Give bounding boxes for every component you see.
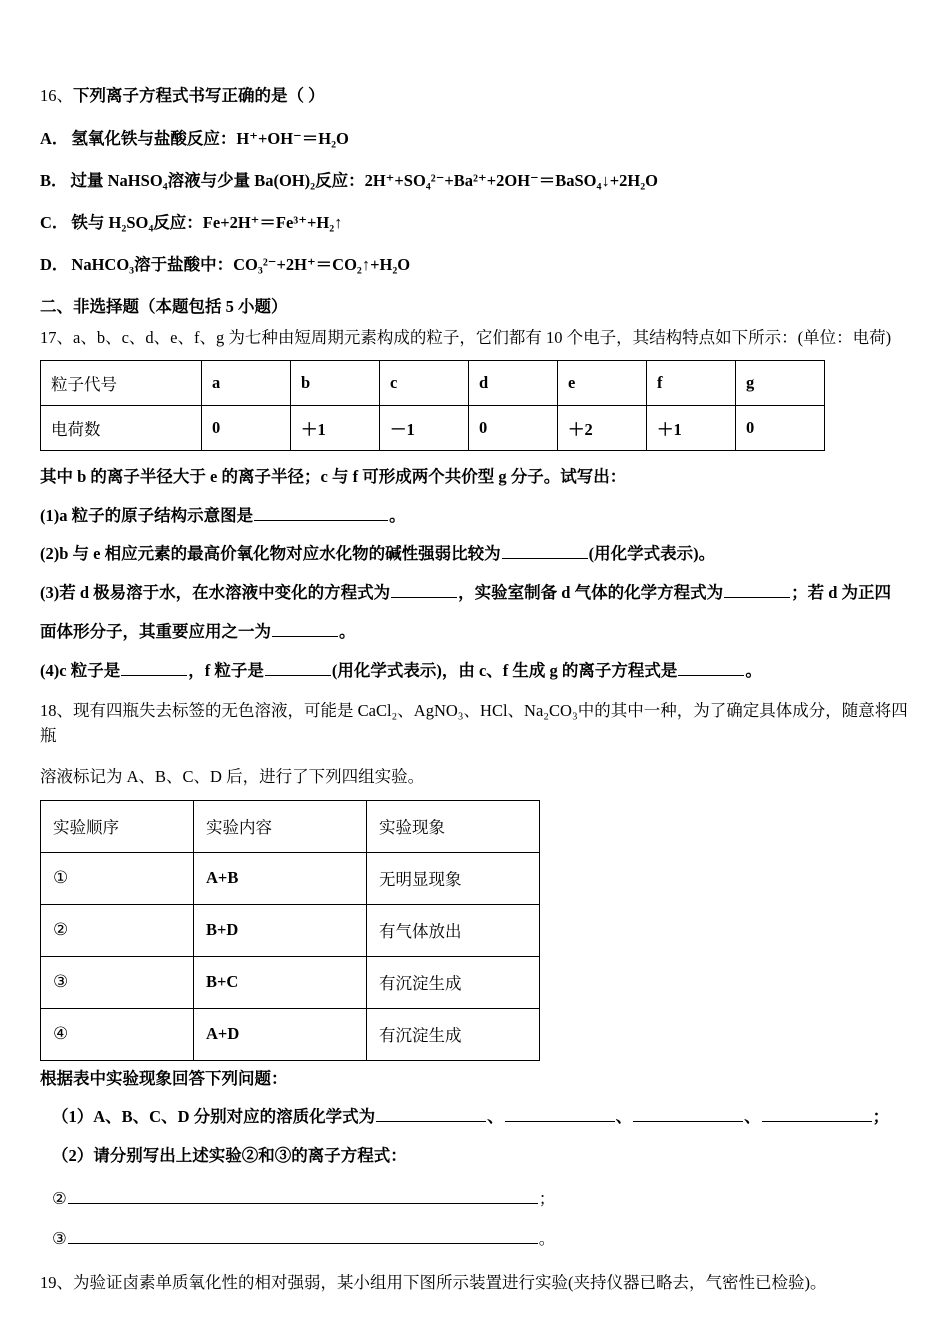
option-d-text: NaHCO₃溶于盐酸中： (71, 255, 234, 274)
particle-charge-e: ＋2 (558, 405, 647, 450)
sub-2-blank[interactable] (502, 543, 588, 560)
particle-charge-b: ＋1 (291, 405, 380, 450)
question-18-stem-text-1: 现有四瓶失去标签的无色溶液，可能是 CaCl₂、AgNO₃、HCl、Na₂CO₃中的其中一种，为了确定具体成分，随意将四瓶 (40, 701, 908, 745)
option-c-tag: C． (40, 213, 69, 232)
sub-1-blank-b[interactable] (505, 1106, 615, 1123)
question-18-answer-2 (52, 1185, 918, 1209)
question-19-stem-text: 为验证卤素单质氧化性的相对强弱，某小组用下图所示装置进行实验(夹持仪器已略去，气密性已检验)。 (73, 1272, 827, 1292)
question-16-stem-text: 下列离子方程式书写正确的是（ ） (73, 86, 325, 105)
question-16-option-a (40, 125, 918, 149)
option-c-formula: Fe+2H⁺＝Fe³⁺+H₂↑ (202, 213, 343, 232)
particle-charge-g: 0 (736, 405, 825, 450)
question-17-number: 17、 (40, 328, 73, 347)
sub-3-blank-3[interactable] (272, 620, 338, 637)
sub-1-text: （1）A、B、C、D 分别对应的溶质化学式为 (52, 1107, 376, 1127)
particle-code-f: f (647, 360, 736, 405)
question-17-sub-4 (40, 659, 918, 684)
question-16-option-d (40, 251, 918, 275)
exp-row-2-order: ② (41, 904, 194, 956)
table-row (41, 405, 825, 450)
question-17-sub-1 (40, 504, 918, 529)
question-16-option-b (40, 167, 918, 191)
page-content (40, 82, 918, 1293)
exp-row-1-order: ① (41, 852, 194, 904)
table-row (41, 852, 540, 904)
table-row (41, 904, 540, 956)
exp-row-4-phenomenon: 有沉淀生成 (367, 1008, 540, 1060)
option-c-text: 铁与 H₂SO₄反应： (71, 213, 203, 232)
sub-3-blank-2[interactable] (724, 581, 790, 598)
question-17-sub-2 (40, 542, 918, 567)
question-17-stem-text: a、b、c、d、e、f、g 为七种由短周期元素构成的粒子，它们都有 10 个电子，其结构特点如下所示：(单位：电荷) (73, 328, 892, 347)
sub-2-end: (用化学式表示)。 (588, 544, 716, 564)
exp-row-2-phenomenon: 有气体放出 (367, 904, 540, 956)
particles-row-label-charge: 电荷数 (41, 405, 202, 450)
question-18-lead: 根据表中实验现象回答下列问题： (40, 1068, 288, 1088)
question-18-number: 18、 (40, 701, 73, 721)
question-16-number: 16、 (40, 86, 73, 105)
particle-charge-f: ＋1 (647, 405, 736, 450)
question-19-number: 19、 (40, 1272, 73, 1292)
particle-charge-c: －1 (380, 405, 469, 450)
question-16-stem (40, 82, 918, 106)
sub-4-text-d: 。 (745, 660, 762, 680)
particle-code-a: a (202, 360, 291, 405)
question-18-sub-1 (52, 1105, 918, 1130)
sub-1-blank-a[interactable] (376, 1106, 486, 1123)
question-17-sub-3-line-1 (40, 581, 918, 606)
question-18-stem-line-2: 溶液标记为 A、B、C、D 后，进行了下列四组实验。 (40, 766, 425, 786)
table-row (41, 1008, 540, 1060)
option-d-tag: D． (40, 255, 69, 274)
sub-1-end: 。 (389, 505, 406, 525)
question-18-answer-3 (52, 1225, 918, 1249)
exp-row-1-content: A+B (194, 852, 367, 904)
particle-code-e: e (558, 360, 647, 405)
option-b-tag: B． (40, 171, 68, 190)
sub-1-blank-c[interactable] (633, 1106, 743, 1123)
section-2-heading: 二、非选择题（本题包括 5 小题） (40, 297, 288, 316)
table-row (41, 360, 825, 405)
exp-header-phenomenon: 实验现象 (367, 800, 540, 852)
particle-code-b: b (291, 360, 380, 405)
particle-code-g: g (736, 360, 825, 405)
sub-1-text: (1)a 粒子的原子结构示意图是 (40, 505, 254, 525)
exp-row-4-content: A+D (194, 1008, 367, 1060)
question-18-stem-line-1 (40, 699, 918, 749)
particle-code-c: c (380, 360, 469, 405)
sub-4-text-c: (用化学式表示)，由 c、f 生成 g 的离子方程式是 (331, 660, 678, 680)
particles-row-label-code: 粒子代号 (41, 360, 202, 405)
option-b-text: 过量 NaHSO₄溶液与少量 Ba(OH)₂反应： (70, 171, 365, 190)
sub-3-text-e: 。 (339, 621, 356, 641)
sub-4-blank-3[interactable] (678, 659, 744, 676)
option-b-formula: 2H⁺+SO₄²⁻+Ba²⁺+2OH⁻＝BaSO₄↓+2H₂O (364, 171, 658, 190)
sep-3: 、 (744, 1107, 761, 1127)
sep-1: 、 (487, 1107, 504, 1127)
sub-3-text-b: ，实验室制备 d 气体的化学方程式为 (458, 583, 724, 602)
exp-row-4-order: ④ (41, 1008, 194, 1060)
question-17-sub-3-line-2 (40, 620, 918, 645)
sub-3-text-d: 面体形分子，其重要应用之一为 (40, 621, 271, 641)
sep-2: 、 (615, 1107, 633, 1127)
sub-1-blank-d[interactable] (762, 1106, 872, 1123)
answer-2-mark: ② (52, 1188, 67, 1208)
answer-3-blank[interactable] (68, 1227, 538, 1244)
exp-row-1-phenomenon: 无明显现象 (367, 852, 540, 904)
question-17-stem (40, 326, 918, 351)
answer-2-blank[interactable] (68, 1187, 538, 1204)
experiment-table (40, 800, 540, 1061)
sub-2-text: (2)b 与 e 相应元素的最高价氧化物对应水化物的碱性强弱比较为 (40, 544, 501, 564)
particles-table (40, 360, 825, 451)
exp-row-3-phenomenon: 有沉淀生成 (367, 956, 540, 1008)
option-a-text: 氢氧化铁与盐酸反应： (71, 129, 237, 148)
question-18-sub-2: （2）请分别写出上述实验②和③的离子方程式： (52, 1146, 407, 1165)
sub-4-text-a: (4)c 粒子是 (40, 660, 121, 680)
particle-charge-a: 0 (202, 405, 291, 450)
sub-1-end: ； (872, 1107, 890, 1127)
exp-header-order: 实验顺序 (41, 800, 194, 852)
option-a-tag: A． (40, 129, 69, 148)
exp-row-3-order: ③ (41, 956, 194, 1008)
sub-4-blank-1[interactable] (121, 659, 187, 676)
table-row (41, 956, 540, 1008)
option-a-formula: H⁺+OH⁻＝H₂O (236, 129, 349, 148)
exp-row-3-content: B+C (194, 956, 367, 1008)
exp-row-2-content: B+D (194, 904, 367, 956)
exp-header-content: 实验内容 (194, 800, 367, 852)
question-19-stem (40, 1269, 918, 1293)
sub-3-text-c: ；若 d 为正四 (791, 583, 892, 602)
sub-4-text-b: ，f 粒子是 (188, 660, 264, 680)
answer-3-mark: ③ (52, 1228, 67, 1248)
sub-3-text-a: (3)若 d 极易溶于水，在水溶液中变化的方程式为 (40, 583, 391, 602)
sub-4-blank-2[interactable] (265, 659, 331, 676)
sub-3-blank-1[interactable] (391, 581, 457, 598)
answer-2-end: ； (538, 1188, 556, 1208)
question-16-option-c (40, 209, 918, 233)
option-d-formula: CO₃²⁻+2H⁺＝CO₂↑+H₂O (233, 255, 411, 274)
sub-1-blank[interactable] (254, 504, 388, 521)
particle-charge-d: 0 (469, 405, 558, 450)
particle-code-d: d (469, 360, 558, 405)
question-17-condition: 其中 b 的离子半径大于 e 的离子半径；c 与 f 可形成两个共价型 g 分子。试写出： (40, 466, 627, 486)
answer-3-end: 。 (538, 1228, 556, 1248)
table-row (41, 800, 540, 852)
